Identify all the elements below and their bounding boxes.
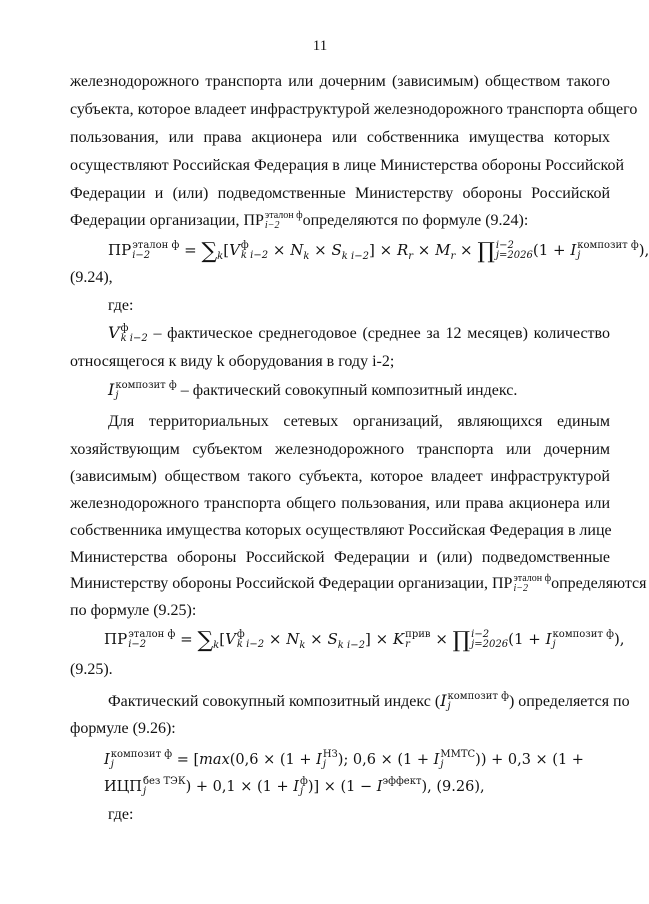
text-line: по формуле (9.25): bbox=[70, 602, 197, 619]
formula-number: (9.25). bbox=[70, 661, 113, 678]
text-line: относящегося к виду k оборудования в году i-2; bbox=[70, 353, 395, 370]
definition-line: V ф k i−2 – фактическое среднегодовое (среднее за 12 месяцев) количество bbox=[108, 322, 610, 344]
formula-9-26-line1: I композит ф j = [max(0,6 × (1 + I НЗ j ); 0,6 × (1 + I ММТС j )) + 0,3 × (1 + bbox=[104, 749, 584, 770]
formula-number: (9.24), bbox=[70, 269, 113, 286]
formula-9-26-line2: ИЦП без ТЭК j ) + 0,1 × (1 + I ф j )] × $(1 - I^{эффект})$, (9.26), bbox=[104, 776, 485, 797]
text-line: пользования, или права акционера или собственника имущества которых bbox=[70, 129, 610, 146]
text-line: осуществляют Российская Федерация в лице Министерства обороны Российской bbox=[70, 157, 625, 174]
formula-9-24: ПР эталон ф i−2 = $\sum_k[V$ ф k i−2 × $N_k \times S_{k i-2}] \times R_r \times M_r$ × ∏ i−2 j=2026 (1 + I композит ф j ), bbox=[108, 239, 649, 264]
text-line: где: bbox=[108, 806, 134, 823]
text-line: где: bbox=[108, 297, 134, 314]
definition-line: I композит ф j – фактический совокупный композитный индекс. bbox=[108, 379, 518, 401]
text-line: Для территориальных сетевых организаций, являющихся единым bbox=[108, 413, 610, 430]
text-line: Министерству обороны Российской Федерации организации, ПР эталон ф i−2 определяются bbox=[70, 573, 647, 595]
text-line: (зависимым) обществом такого субъекта, которое владеет инфраструктурой bbox=[70, 468, 610, 485]
text-line: собственника имущества которых осуществляют Российская Федерация в лице bbox=[70, 522, 612, 539]
text-line: Федерации организации, ПР эталон ф i−2 определяются по формуле (9.24): bbox=[70, 210, 529, 232]
text-line: субъекта, которое владеет инфраструктурой железнодорожного транспорта общего bbox=[70, 101, 638, 118]
text-line: хозяйствующим субъектом железнодорожного транспорта или дочерним bbox=[70, 441, 610, 458]
text-line: Министерства обороны Российской Федерации и (или) подведомственные bbox=[70, 549, 610, 566]
formula-9-25: ПР эталон ф i−2 = $\sum_k[V$ ф k i−2 × $N_k \times S_{k i-2}] \times K$ прив r × ∏ i−2 j=2026 (1 + I композит ф j ), bbox=[104, 628, 625, 653]
text-line: железнодорожного транспорта общего пользования, или права акционера или bbox=[70, 495, 610, 512]
text-line: Федерации и (или) подведомственные Министерству обороны Российской bbox=[70, 185, 610, 202]
page-number: 11 bbox=[312, 38, 328, 54]
text-line: Фактический совокупный композитный индекс (I композит ф j ) определяется по bbox=[108, 690, 630, 712]
text-line: железнодорожного транспорта или дочерним (зависимым) обществом такого bbox=[70, 73, 610, 90]
text-line: формуле (9.26): bbox=[70, 720, 176, 737]
